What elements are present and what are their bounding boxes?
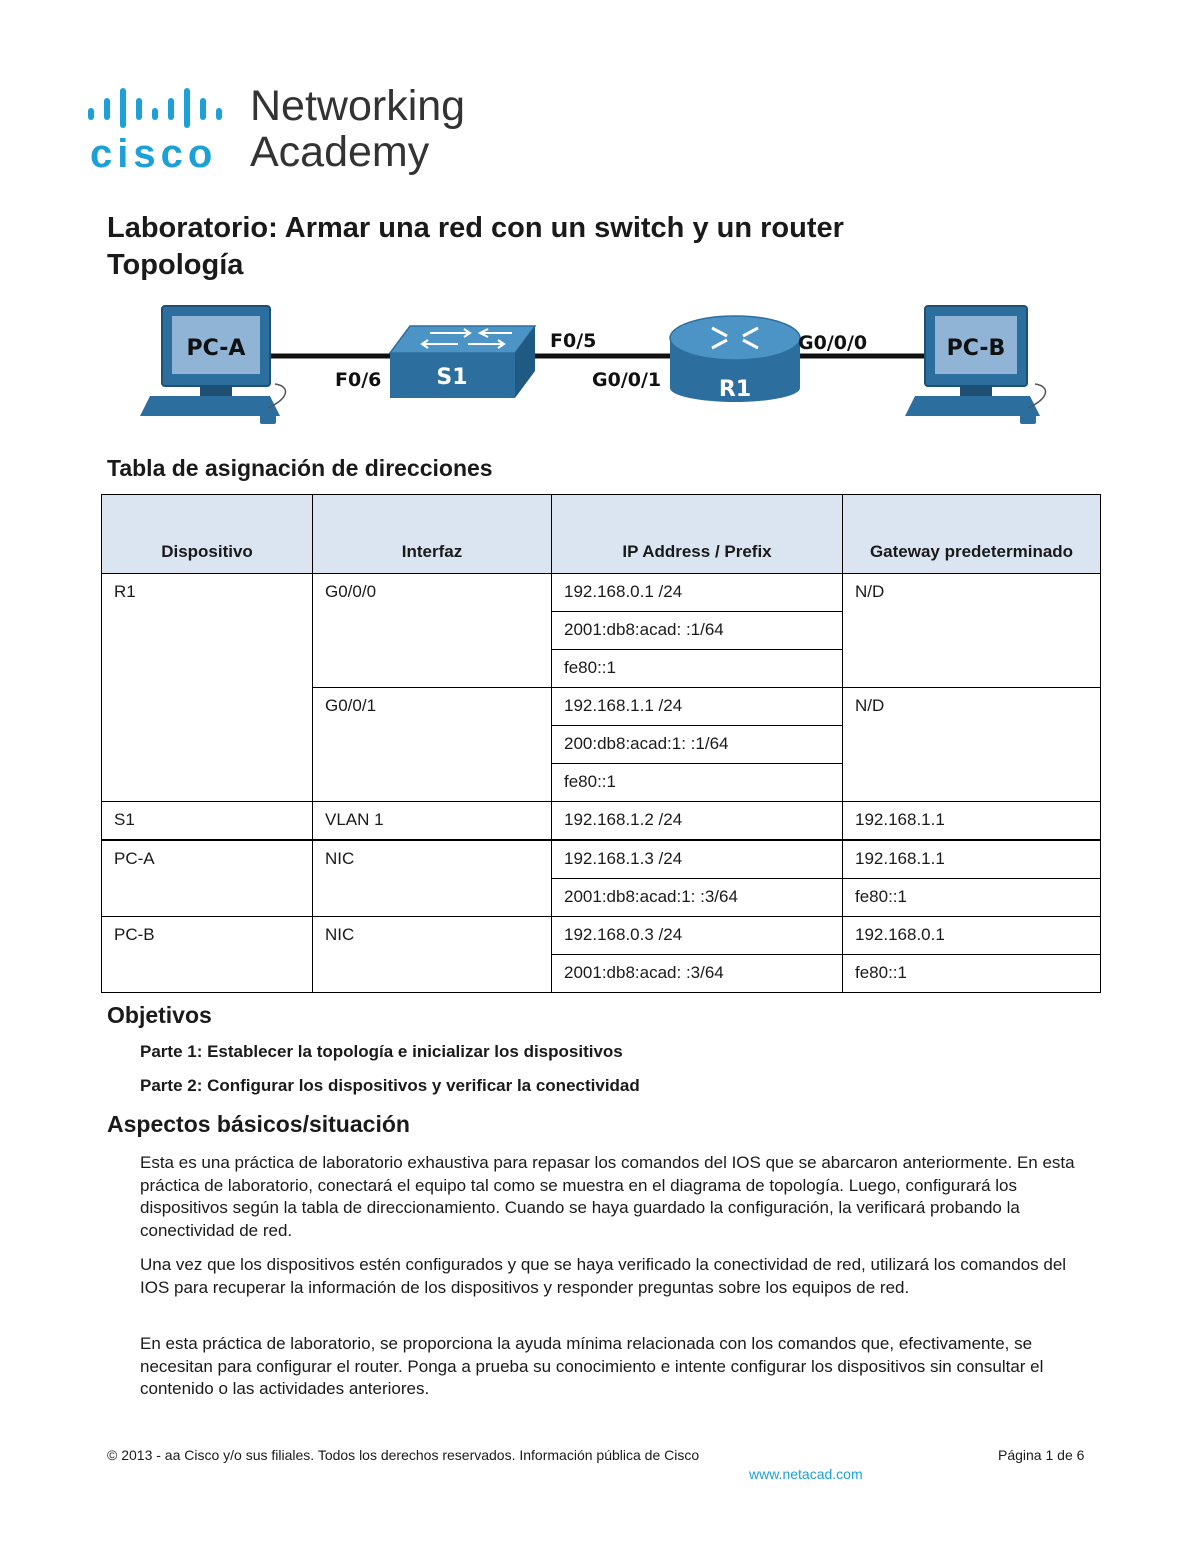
cell-interface: VLAN 1 <box>313 802 552 841</box>
background-paragraph-3: En esta práctica de laboratorio, se proporciona la ayuda mínima relacionada con los comandos que, efectivamente, se necesitan para configurar el router. Ponga a prueba su conocimiento e intente configurar los dispositivos sin consultar el contenido o las actividades anteriores. <box>140 1334 1044 1398</box>
cell-interface: NIC <box>313 840 552 917</box>
objective-part-2: Parte 2: Configurar los dispositivos y verificar la conectividad <box>140 1076 640 1095</box>
cell-ip: 192.168.1.2 /24 <box>552 802 843 841</box>
page-title: Laboratorio: Armar una red con un switch y un router <box>107 212 844 244</box>
cell-gateway: N/D <box>843 688 1101 802</box>
cell-gateway: 192.168.1.1 <box>843 840 1101 879</box>
logo-networking-text: Networking <box>250 82 466 130</box>
header-ip-prefix: IP Address / Prefix <box>552 495 843 574</box>
cell-ip: 2001:db8:acad:1: :3/64 <box>552 879 843 917</box>
cell-ip: 2001:db8:acad: :1/64 <box>552 612 843 650</box>
pc-b-label: PC-B <box>946 336 1006 361</box>
logo-academy-text: Academy <box>250 128 430 176</box>
cell-ip: 192.168.0.1 /24 <box>552 574 843 612</box>
header-gateway: Gateway predeterminado <box>843 495 1101 574</box>
table-row <box>102 802 1101 841</box>
footer-page-number: Página 1 de 6 <box>998 1447 1085 1463</box>
s1-label: S1 <box>436 365 468 390</box>
cell-device-s1: S1 <box>102 802 313 841</box>
header-device: Dispositivo <box>102 495 313 574</box>
cisco-wordmark: cisco <box>90 132 218 176</box>
table-row <box>102 840 1101 879</box>
cisco-bars-icon <box>86 88 236 128</box>
cell-ip: 200:db8:acad:1: :1/64 <box>552 726 843 764</box>
header-interface: Interfaz <box>313 495 552 574</box>
r1-g001-label: G0/0/1 <box>592 369 662 391</box>
cell-device-pc-a: PC-A <box>102 840 313 917</box>
pc-b-icon <box>905 306 1045 424</box>
addressing-table <box>101 494 1101 993</box>
cell-ip: 192.168.0.3 /24 <box>552 917 843 955</box>
cell-ip: fe80::1 <box>552 650 843 688</box>
table-header-row <box>102 495 1101 574</box>
r1-g000-label: G0/0/0 <box>798 332 868 354</box>
cell-interface: G0/0/1 <box>313 688 552 802</box>
cell-gateway: 192.168.0.1 <box>843 917 1101 955</box>
footer-netacad-link[interactable]: www.netacad.com <box>749 1466 863 1482</box>
pc-a-label: PC-A <box>186 336 246 361</box>
table-row <box>102 917 1101 955</box>
cell-ip: fe80::1 <box>552 764 843 802</box>
topology-diagram <box>140 298 1060 438</box>
cell-interface: G0/0/0 <box>313 574 552 688</box>
addressing-table-heading: Tabla de asignación de direcciones <box>107 455 493 481</box>
objective-part-1: Parte 1: Establecer la topología e inicializar los dispositivos <box>140 1042 623 1061</box>
cell-gateway: fe80::1 <box>843 879 1101 917</box>
cell-gateway: N/D <box>843 574 1101 688</box>
cell-ip: 2001:db8:acad: :3/64 <box>552 955 843 993</box>
cell-interface: NIC <box>313 917 552 993</box>
cisco-networking-academy-logo <box>86 82 476 178</box>
background-heading: Aspectos básicos/situación <box>107 1111 410 1137</box>
s1-f06-label: F0/6 <box>335 369 382 391</box>
background-paragraph-1: Esta es una práctica de laboratorio exhaustiva para repasar los comandos del IOS que se abarcaron anteriormente. En esta práctica de laboratorio, conectará el equipo tal como se muestra en el diagrama de topología. Luego, configurará los dispositivos según la tabla de direccionamiento. Cuando se haya guardado la configuración, la verificará probando la conectividad de red. <box>140 1153 1075 1240</box>
background-paragraph-2: Una vez que los dispositivos estén configurados y que se haya verificado la conectividad de red, utilizará los comandos del IOS para recuperar la información de los dispositivos y responder preguntas sobre los equipos de red. <box>140 1255 1067 1297</box>
cell-gateway: 192.168.1.1 <box>843 802 1101 841</box>
cell-ip: 192.168.1.1 /24 <box>552 688 843 726</box>
cell-device-pc-b: PC-B <box>102 917 313 993</box>
cell-gateway: fe80::1 <box>843 955 1101 993</box>
cell-device-r1: R1 <box>102 574 313 802</box>
topology-heading: Topología <box>107 249 244 281</box>
objectives-heading: Objetivos <box>107 1002 212 1028</box>
pc-a-icon <box>140 306 285 424</box>
footer-copyright: © 2013 - aa Cisco y/o sus filiales. Todos los derechos reservados. Información pública de Cisco <box>107 1447 700 1463</box>
cell-ip: 192.168.1.3 /24 <box>552 840 843 879</box>
r1-label: R1 <box>718 377 752 402</box>
table-row <box>102 574 1101 612</box>
s1-f05-label: F0/5 <box>550 330 597 352</box>
